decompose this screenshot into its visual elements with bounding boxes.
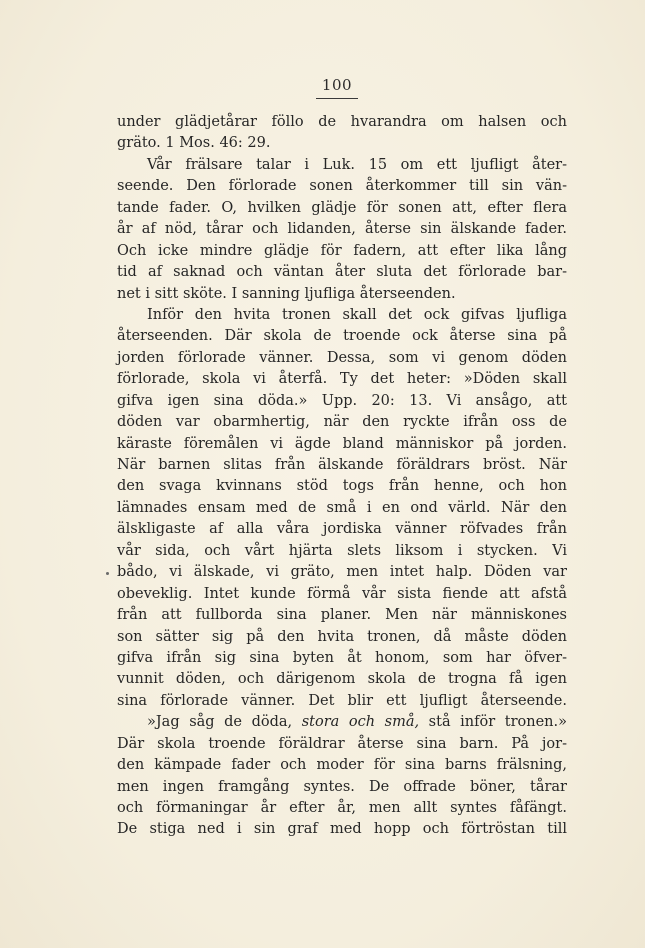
text-line: tande fader. O, hvilken glädje för sonen att, efter flera xyxy=(117,199,567,216)
text-line: jorden förlorade vänner. Dessa, som vi genom döden xyxy=(117,349,567,366)
quote-text-italic: stora och små, xyxy=(301,714,420,731)
body-text xyxy=(117,112,567,841)
text-line: obeveklig. Intet kunde förmå vår sista fiende att afstå xyxy=(117,585,567,602)
text-line: gifva ifrån sig sina byten åt honom, som har öfver- xyxy=(117,649,567,666)
text-line: tid af saknad och väntan åter sluta det förlorade bar- xyxy=(117,264,567,281)
text-line: gräto. 1 Mos. 46: 29. xyxy=(117,135,271,152)
text-line: bådo, vi älskade, vi gräto, men intet halp. Döden var xyxy=(117,564,567,581)
text-line: Inför den hvita tronen skall det ock gifvas ljufliga xyxy=(147,306,567,323)
text-line: När barnen slitas från älskande föräldrars bröst. När xyxy=(117,457,567,473)
text-line-quote xyxy=(117,712,567,733)
page-number-rule xyxy=(316,98,358,99)
text-line: seende. Den förlorade sonen återkommer till sin vän- xyxy=(117,178,567,195)
text-line: Vår frälsare talar i Luk. 15 om ett ljufligt åter- xyxy=(147,156,567,173)
quote-text-before: »Jag såg de döda, xyxy=(147,714,302,731)
page-number: 100 xyxy=(321,76,353,94)
quote-text-after: stå inför tronen.» xyxy=(419,714,567,731)
text-line: förlorade, skola vi återfå. Ty det heter: »Döden skall xyxy=(117,371,567,388)
text-line: men ingen framgång syntes. De offrade böner, tårar xyxy=(117,778,567,795)
text-line: son sätter sig på den hvita tronen, då måste döden xyxy=(117,628,567,645)
text-line: från att fullborda sina planer. Men när människones xyxy=(117,607,567,624)
text-line: och förmaningar år efter år, men allt syntes fåfängt. xyxy=(117,800,567,816)
text-line: den kämpade fader och moder för sina barns frälsning, xyxy=(117,757,567,774)
text-line: net i sitt sköte. I sanning ljufliga återseenden. xyxy=(117,285,456,302)
text-line: sina förlorade vänner. Det blir ett ljufligt återseende. xyxy=(117,692,567,709)
text-line: Och icke mindre glädje för fadern, att efter lika lång xyxy=(117,242,567,259)
text-line: den svaga kvinnans stöd togs från henne, och hon xyxy=(117,478,567,495)
text-line: döden var obarmhertig, när den ryckte ifrån oss de xyxy=(117,414,567,431)
text-line: vår sida, och vårt hjärta slets liksom i stycken. Vi xyxy=(117,542,567,559)
text-line: under glädjetårar föllo de hvarandra om halsen och xyxy=(117,114,567,130)
text-line: käraste föremålen vi ägde bland människor på jorden. xyxy=(117,435,567,452)
text-line: Där skola troende föräldrar återse sina barn. På jor- xyxy=(117,735,567,752)
text-line: vunnit döden, och därigenom skola de trogna få igen xyxy=(117,671,567,688)
text-line: gifva igen sina döda.» Upp. 20: 13. Vi ansågo, att xyxy=(117,392,567,409)
text-line: De stiga ned i sin graf med hopp och förtröstan till xyxy=(117,821,567,838)
text-line: år af nöd, tårar och lidanden, återse sin älskande fader. xyxy=(117,221,567,238)
margin-speck xyxy=(106,572,109,575)
text-line: älskligaste af alla våra jordiska vänner röfvades från xyxy=(117,521,567,538)
text-line: återseenden. Där skola de troende ock återse sina på xyxy=(117,328,567,345)
text-line: lämnades ensam med de små i en ond värld. När den xyxy=(117,499,567,516)
